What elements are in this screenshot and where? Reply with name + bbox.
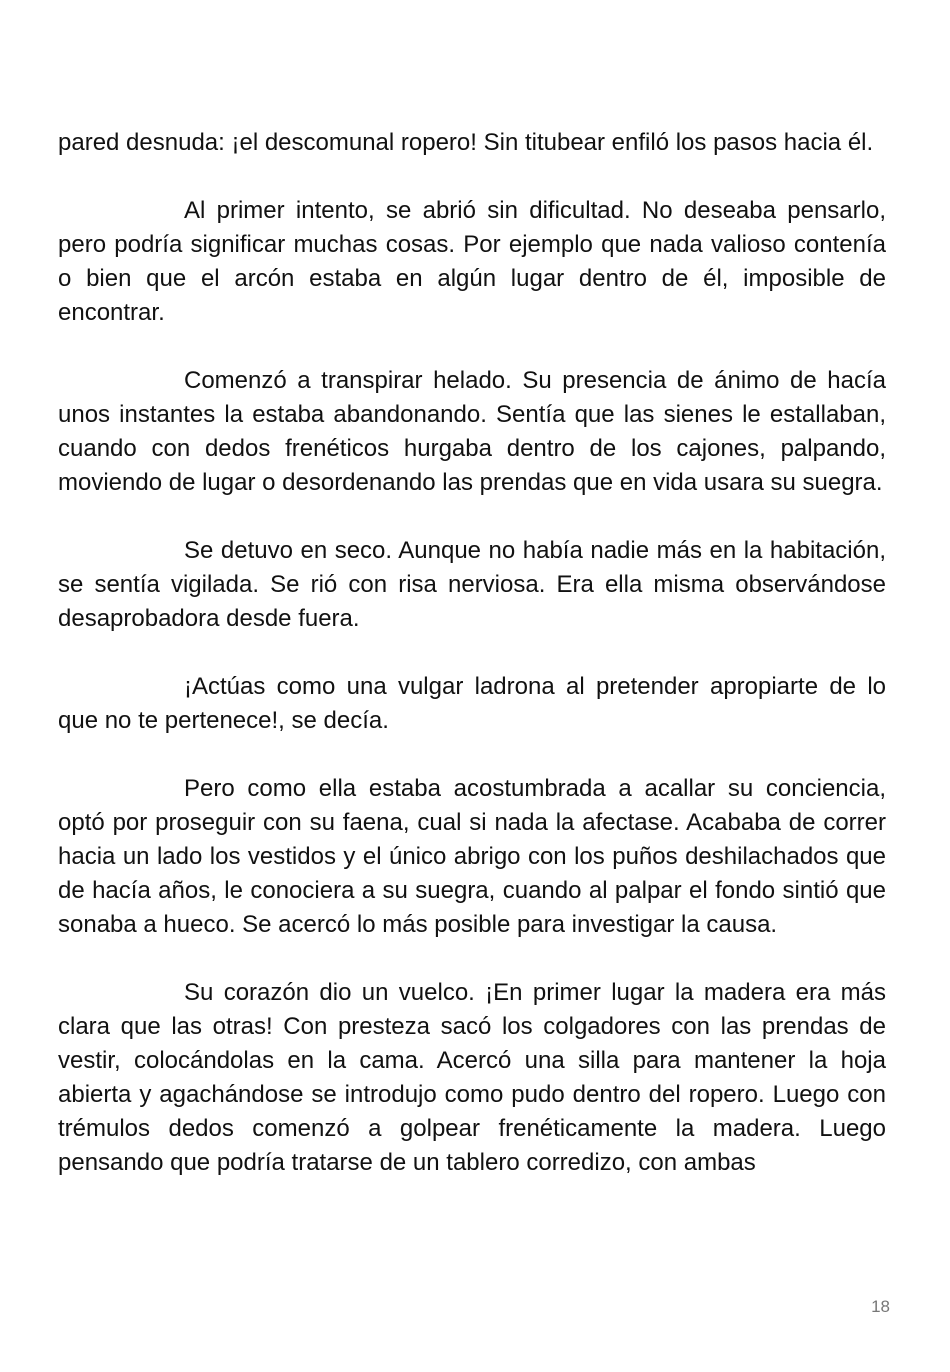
paragraph: Pero como ella estaba acostumbrada a acallar su conciencia, optó por proseguir con su faena, cual si nada la afectase. Acababa de correr hacia un lado los vestidos y el único abrigo con los puños deshilachados que de hacía años, le conociera a su suegra, cuando al palpar el fondo sintió que sonaba a hueco. Se acercó lo más posible para investigar la causa. xyxy=(58,775,886,938)
paragraph: Se detuvo en seco. Aunque no había nadie más en la habitación, se sentía vigilada. Se rió con risa nerviosa. Era ella misma observándose desaprobadora desde fuera. xyxy=(58,537,886,632)
paragraph: ¡Actúas como una vulgar ladrona al pretender apropiarte de lo que no te pertenece!, se decía. xyxy=(58,673,886,734)
page-number: 18 xyxy=(871,1297,890,1316)
paragraph: Al primer intento, se abrió sin dificultad. No deseaba pensarlo, pero podría significar muchas cosas. Por ejemplo que nada valioso contenía o bien que el arcón estaba en algún lugar dentro de él, imposible de encontrar. xyxy=(58,197,886,326)
paragraph: Comenzó a transpirar helado. Su presencia de ánimo de hacía unos instantes la estaba abandonando. Sentía que las sienes le estallaban, cuando con dedos frenéticos hurgaba dentro de los cajones, palpando, moviendo de lugar o desordenando las prendas que en vida usara su suegra. xyxy=(58,367,886,496)
paragraph: pared desnuda: ¡el descomunal ropero! Sin titubear enfiló los pasos hacia él. xyxy=(58,129,874,156)
paragraph: Su corazón dio un vuelco. ¡En primer lugar la madera era más clara que las otras! Con presteza sacó los colgadores con las prendas de vestir, colocándolas en la cama. Acercó una silla para mantener la hoja abierta y agachándose se introdujo como pudo dentro del ropero. Luego con trémulos dedos comenzó a golpear frenéticamente la madera. Luego pensando que podría tratarse de un tablero corredizo, con ambas xyxy=(58,979,886,1176)
page-body xyxy=(58,126,886,1214)
